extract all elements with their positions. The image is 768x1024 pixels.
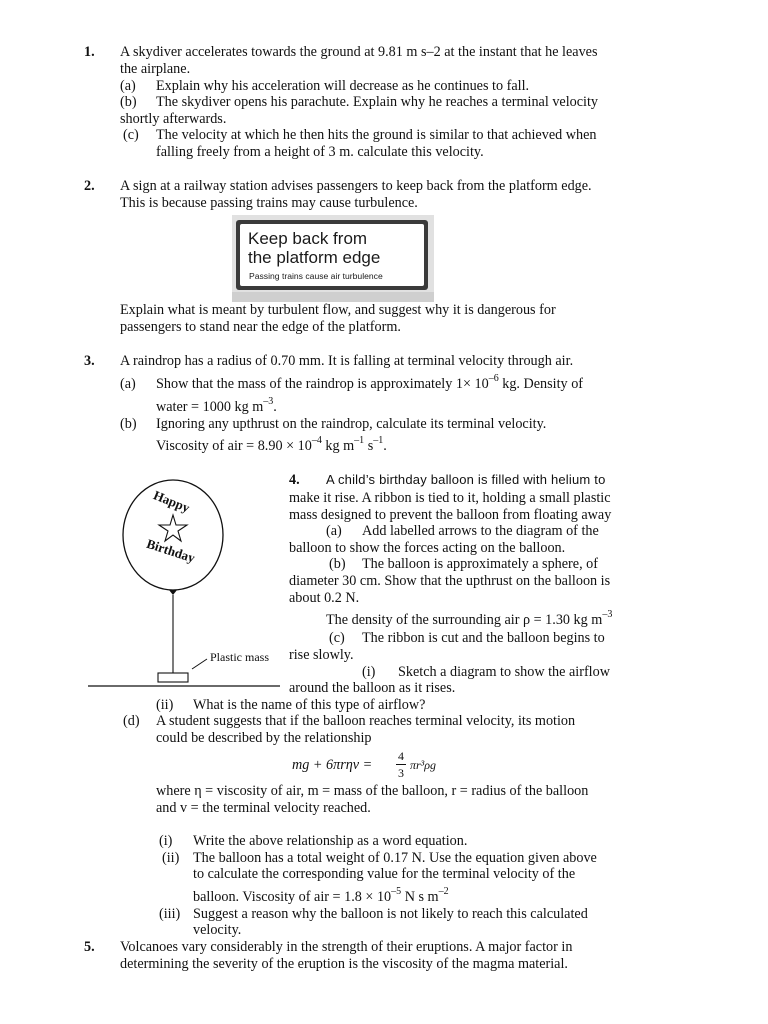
q1-text-line1: A skydiver accelerates towards the ground at 9.81 m s–2 at the instant that he leaves bbox=[120, 44, 598, 60]
q4d-where-line2: and v = the terminal velocity reached. bbox=[156, 800, 371, 816]
q1a-label: (a) bbox=[120, 78, 136, 94]
q4b-text: The balloon is approximately a sphere, of bbox=[362, 556, 598, 572]
q4dii-text-line2: to calculate the corresponding value for the terminal velocity of the bbox=[193, 866, 576, 882]
q4diii-text-line2: velocity. bbox=[193, 922, 242, 938]
q2-explain-line2: passengers to stand near the edge of the platform. bbox=[120, 319, 401, 335]
q4b-text-line3: about 0.2 N. bbox=[289, 590, 360, 606]
q1c-text-line2: falling freely from a height of 3 m. calculate this velocity. bbox=[156, 144, 484, 160]
sign-line2: the platform edge bbox=[248, 248, 381, 267]
q4d-where-line1: where η = viscosity of air, m = mass of the balloon, r = radius of the balloon bbox=[156, 783, 589, 799]
q4dii-text: The balloon has a total weight of 0.17 N. Use the equation given above bbox=[193, 850, 597, 866]
sign-line3: Passing trains cause air turbulence bbox=[249, 271, 383, 281]
formula-denominator: 3 bbox=[398, 766, 404, 780]
formula-numerator: 4 bbox=[398, 749, 404, 763]
q4di-label: (i) bbox=[159, 833, 173, 849]
q3b-text-line2: Viscosity of air = $8.90 \times 10^{-4}$ kg $m^{-1}$ $s^{-1}$. bbox=[156, 435, 387, 454]
terminal-velocity-formula bbox=[292, 748, 462, 782]
q3a-label: (a) bbox=[120, 376, 136, 392]
balloon-star-icon bbox=[159, 515, 187, 541]
q4-density-text: The density of the surrounding air ρ = 1.30 kg $m^{-3}$ bbox=[326, 609, 613, 628]
q4-text-line3: mass designed to prevent the balloon from floating away bbox=[289, 507, 612, 523]
q4dii-text-line3: balloon. Viscosity of air = $1.8 \times 10^{-5}$ N s $m^{-2}$ bbox=[193, 886, 449, 905]
q4d-label: (d) bbox=[123, 713, 140, 729]
sign-line1: Keep back from bbox=[248, 229, 368, 248]
formula-rhs: πr³ρg bbox=[410, 758, 437, 772]
q4d-text: A student suggests that if the balloon reaches terminal velocity, its motion bbox=[156, 713, 576, 729]
q4-text-line1: A child’s birthday balloon is filled with helium to bbox=[326, 472, 606, 487]
q4c-label: (c) bbox=[329, 630, 345, 646]
q1b-label: (b) bbox=[120, 94, 137, 110]
q3-text-line1: A raindrop has a radius of 0.70 mm. It is falling at terminal velocity through air. bbox=[120, 353, 574, 369]
q4dii-label: (ii) bbox=[162, 850, 180, 866]
q1b-text: The skydiver opens his parachute. Explain why he reaches a terminal velocity bbox=[156, 94, 599, 110]
q1-number: 1. bbox=[84, 44, 95, 60]
q4b-text-line2: diameter 30 cm. Show that the upthrust on the balloon is bbox=[289, 573, 611, 589]
q1c-text: The velocity at which he then hits the ground is similar to that achieved when bbox=[156, 127, 597, 143]
q1a-text: Explain why his acceleration will decrease as he continues to fall. bbox=[156, 78, 530, 94]
balloon-birthday-text: Birthday bbox=[144, 535, 197, 566]
plastic-mass-label: Plastic mass bbox=[210, 650, 269, 664]
platform-sign-photo bbox=[232, 215, 434, 302]
q4diii-text: Suggest a reason why the balloon is not likely to reach this calculated bbox=[193, 906, 588, 922]
formula-lhs: mg + 6πrηv = bbox=[292, 757, 373, 773]
q4d-text-line2: could be described by the relationship bbox=[156, 730, 372, 746]
q5-number: 5. bbox=[84, 939, 95, 955]
q4diii-label: (iii) bbox=[159, 906, 181, 922]
q1c-label: (c) bbox=[123, 127, 139, 143]
q4ci-label: (i) bbox=[362, 664, 376, 680]
q4-text-line2: make it rise. A ribbon is tied to it, holding a small plastic bbox=[289, 490, 611, 506]
q1-text-line2: the airplane. bbox=[120, 61, 191, 77]
q2-explain-line1: Explain what is meant by turbulent flow, and suggest why it is dangerous for bbox=[120, 302, 556, 318]
q3a-text: Show that the mass of the raindrop is approximately $1\times 10^{-6}$ kg. Density of bbox=[156, 373, 584, 392]
q2-number: 2. bbox=[84, 178, 95, 194]
q2-text-line2: This is because passing trains may cause turbulence. bbox=[120, 195, 418, 211]
q4c-text: The ribbon is cut and the balloon begins to bbox=[362, 630, 605, 646]
q4c-text-line2: rise slowly. bbox=[289, 647, 354, 663]
q4di-text: Write the above relationship as a word equation. bbox=[193, 833, 468, 849]
q4a-text-line2: balloon to show the forces acting on the balloon. bbox=[289, 540, 566, 556]
q4a-label: (a) bbox=[326, 523, 342, 539]
q4ci-text-line2: around the balloon as it rises. bbox=[289, 680, 456, 696]
q3-number: 3. bbox=[84, 353, 95, 369]
q3a-text-line2: water = 1000 kg $m^{-3}$. bbox=[156, 396, 277, 415]
q4cii-label: (ii) bbox=[156, 697, 174, 713]
q4ci-text: Sketch a diagram to show the airflow bbox=[398, 664, 610, 680]
q3b-text: Ignoring any upthrust on the raindrop, calculate its terminal velocity. bbox=[156, 416, 547, 432]
balloon-happy-text: Happy bbox=[151, 487, 192, 516]
q4cii-text: What is the name of this type of airflow? bbox=[193, 697, 426, 713]
q5-text-line2: determining the severity of the eruption is the viscosity of the magma material. bbox=[120, 956, 568, 972]
balloon-diagram bbox=[85, 478, 280, 693]
q4b-label: (b) bbox=[329, 556, 346, 572]
q3b-label: (b) bbox=[120, 416, 137, 432]
q1b-text-line2: shortly afterwards. bbox=[120, 111, 227, 127]
q5-text-line1: Volcanoes vary considerably in the strength of their eruptions. A major factor in bbox=[120, 939, 573, 955]
q2-text-line1: A sign at a railway station advises passengers to keep back from the platform edge. bbox=[120, 178, 592, 194]
q4-number: 4. bbox=[289, 472, 300, 488]
q4a-text: Add labelled arrows to the diagram of the bbox=[362, 523, 599, 539]
